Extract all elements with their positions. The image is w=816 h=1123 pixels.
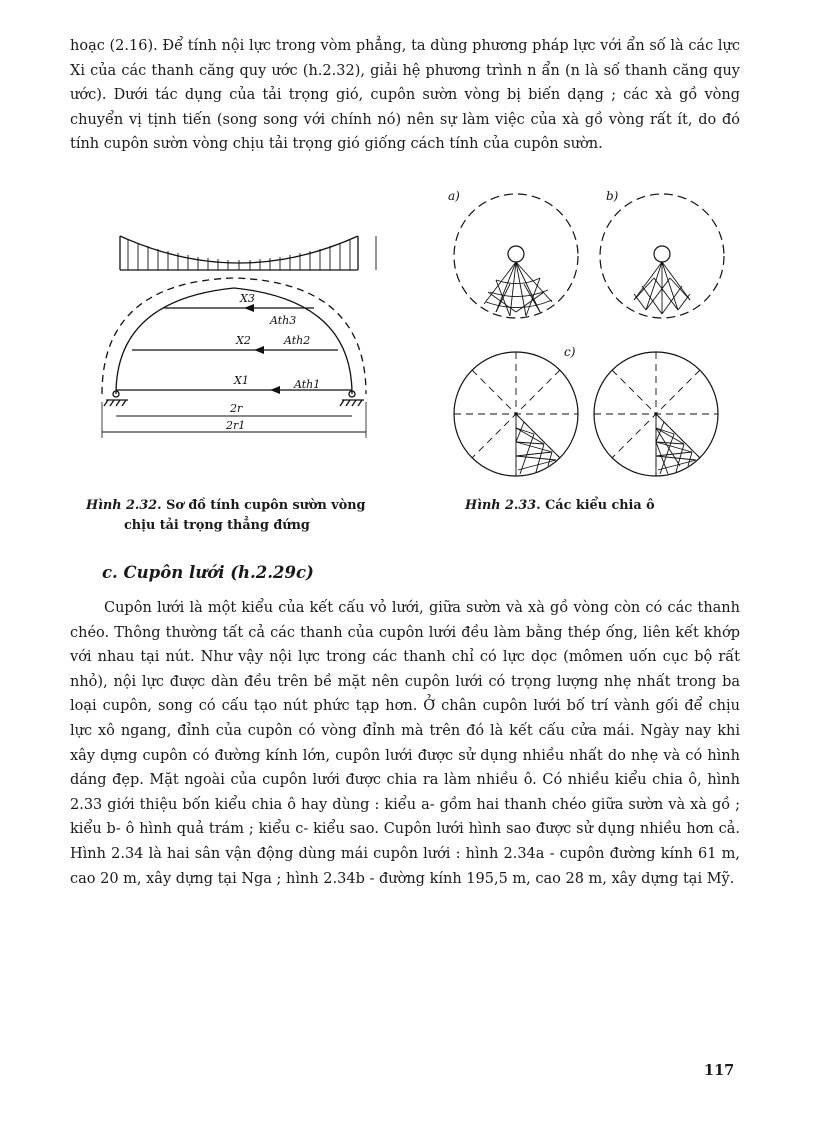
caption-line-2: chịu tải trọng thẳng đứng <box>124 518 310 533</box>
grid-type-a <box>454 194 578 318</box>
label-x3: X3 <box>240 292 255 305</box>
figure-2-33-caption <box>465 496 725 516</box>
caption-text: Các kiểu chia ô <box>545 498 655 513</box>
caption-line-1: Sơ đồ tính cupôn sườn vòng <box>166 498 366 513</box>
intro-paragraph: hoạc (2.16). Để tính nội lực trong vòm phẳng, ta dùng phương pháp lực với ẩn số là các lực Xi của các thanh căng quy ước (h.2.32), giải hệ phương trình n ẩn (n là số thanh căng quy ước). Dưới tác dụng của tải trọng gió, cupôn sườn vòng bị biến dạng ; các xà gồ vòng chuyển vị tịnh tiến (song song với chính nó) nên sự làm việc của xà gồ vòng rất ít, do đó tính cupôn sườn vòng chịu tải trọng gió giống cách tính của cupôn sườn. <box>70 38 740 153</box>
label-span-2r1: 2r1 <box>226 419 246 432</box>
page-number: 117 <box>704 1062 735 1079</box>
caption-label: Hình 2.32. <box>86 498 162 513</box>
figure-2-32-diagram <box>94 232 384 442</box>
label-ath3: Ath3 <box>270 314 297 327</box>
label-c: c) <box>564 345 576 359</box>
load-diagram <box>120 236 376 270</box>
label-ath1: Ath1 <box>294 378 321 391</box>
caption-label: Hình 2.33. <box>465 498 541 513</box>
label-b: b) <box>606 189 619 203</box>
label-span-2r: 2r <box>230 402 243 415</box>
figure-2-32-caption <box>86 496 406 536</box>
grid-type-b <box>600 194 724 318</box>
section-heading: c. Cupôn lưới (h.2.29c) <box>102 563 314 582</box>
label-x2: X2 <box>236 334 251 347</box>
grid-type-c-right <box>594 352 718 476</box>
label-ath2: Ath2 <box>284 334 311 347</box>
label-a: a) <box>448 189 460 203</box>
figure-2-33-diagram <box>440 182 730 482</box>
grid-type-c-left <box>454 352 578 476</box>
label-x1: X1 <box>234 374 249 387</box>
body-paragraph: Cupôn lưới là một kiểu của kết cấu vỏ lưới, giữa sườn và xà gồ vòng còn có các thanh chéo. Thông thường tất cả các thanh của cupôn lưới đều làm bằng thép ống, liên kết khớp với nhau tại nút. Như vậy nội lực trong các thanh chỉ có lực dọc (mômen uốn cục bộ rất nhỏ), nội lực được dàn đều trên bề mặt nên cupôn lưới có trọng lượng nhẹ nhất trong ba loại cupôn, song có cấu tạo nút phức tạp hơn. Ở chân cupôn lưới bố trí vành gối để chịu lực xô ngang, đỉnh của cupôn có vòng đỉnh mà trên đó là kết cấu cửa mái. Ngày nay khi xây dựng cupôn có đường kính lớn, cupôn lưới được sử dụng nhiều nhất do nhẹ và có hình dáng đẹp. Mặt ngoài của cupôn lưới được chia ra làm nhiều ô. Có nhiều kiểu chia ô, hình 2.33 giới thiệu bốn kiểu chia ô hay dùng : kiểu a- gồm hai thanh chéo giữa sườn và xà gồ ; kiểu b- ô hình quả trám ; kiểu c- kiểu sao. Cupôn lưới hình sao được sử dụng nhiều hơn cả. Hình 2.34 là hai sân vận động dùng mái cupôn lưới : hình 2.34a - cupôn đường kính 61 m, cao 20 m, xây dựng tại Nga ; hình 2.34b - đường kính 195,5 m, cao 28 m, xây dựng tại Mỹ. <box>70 600 740 887</box>
